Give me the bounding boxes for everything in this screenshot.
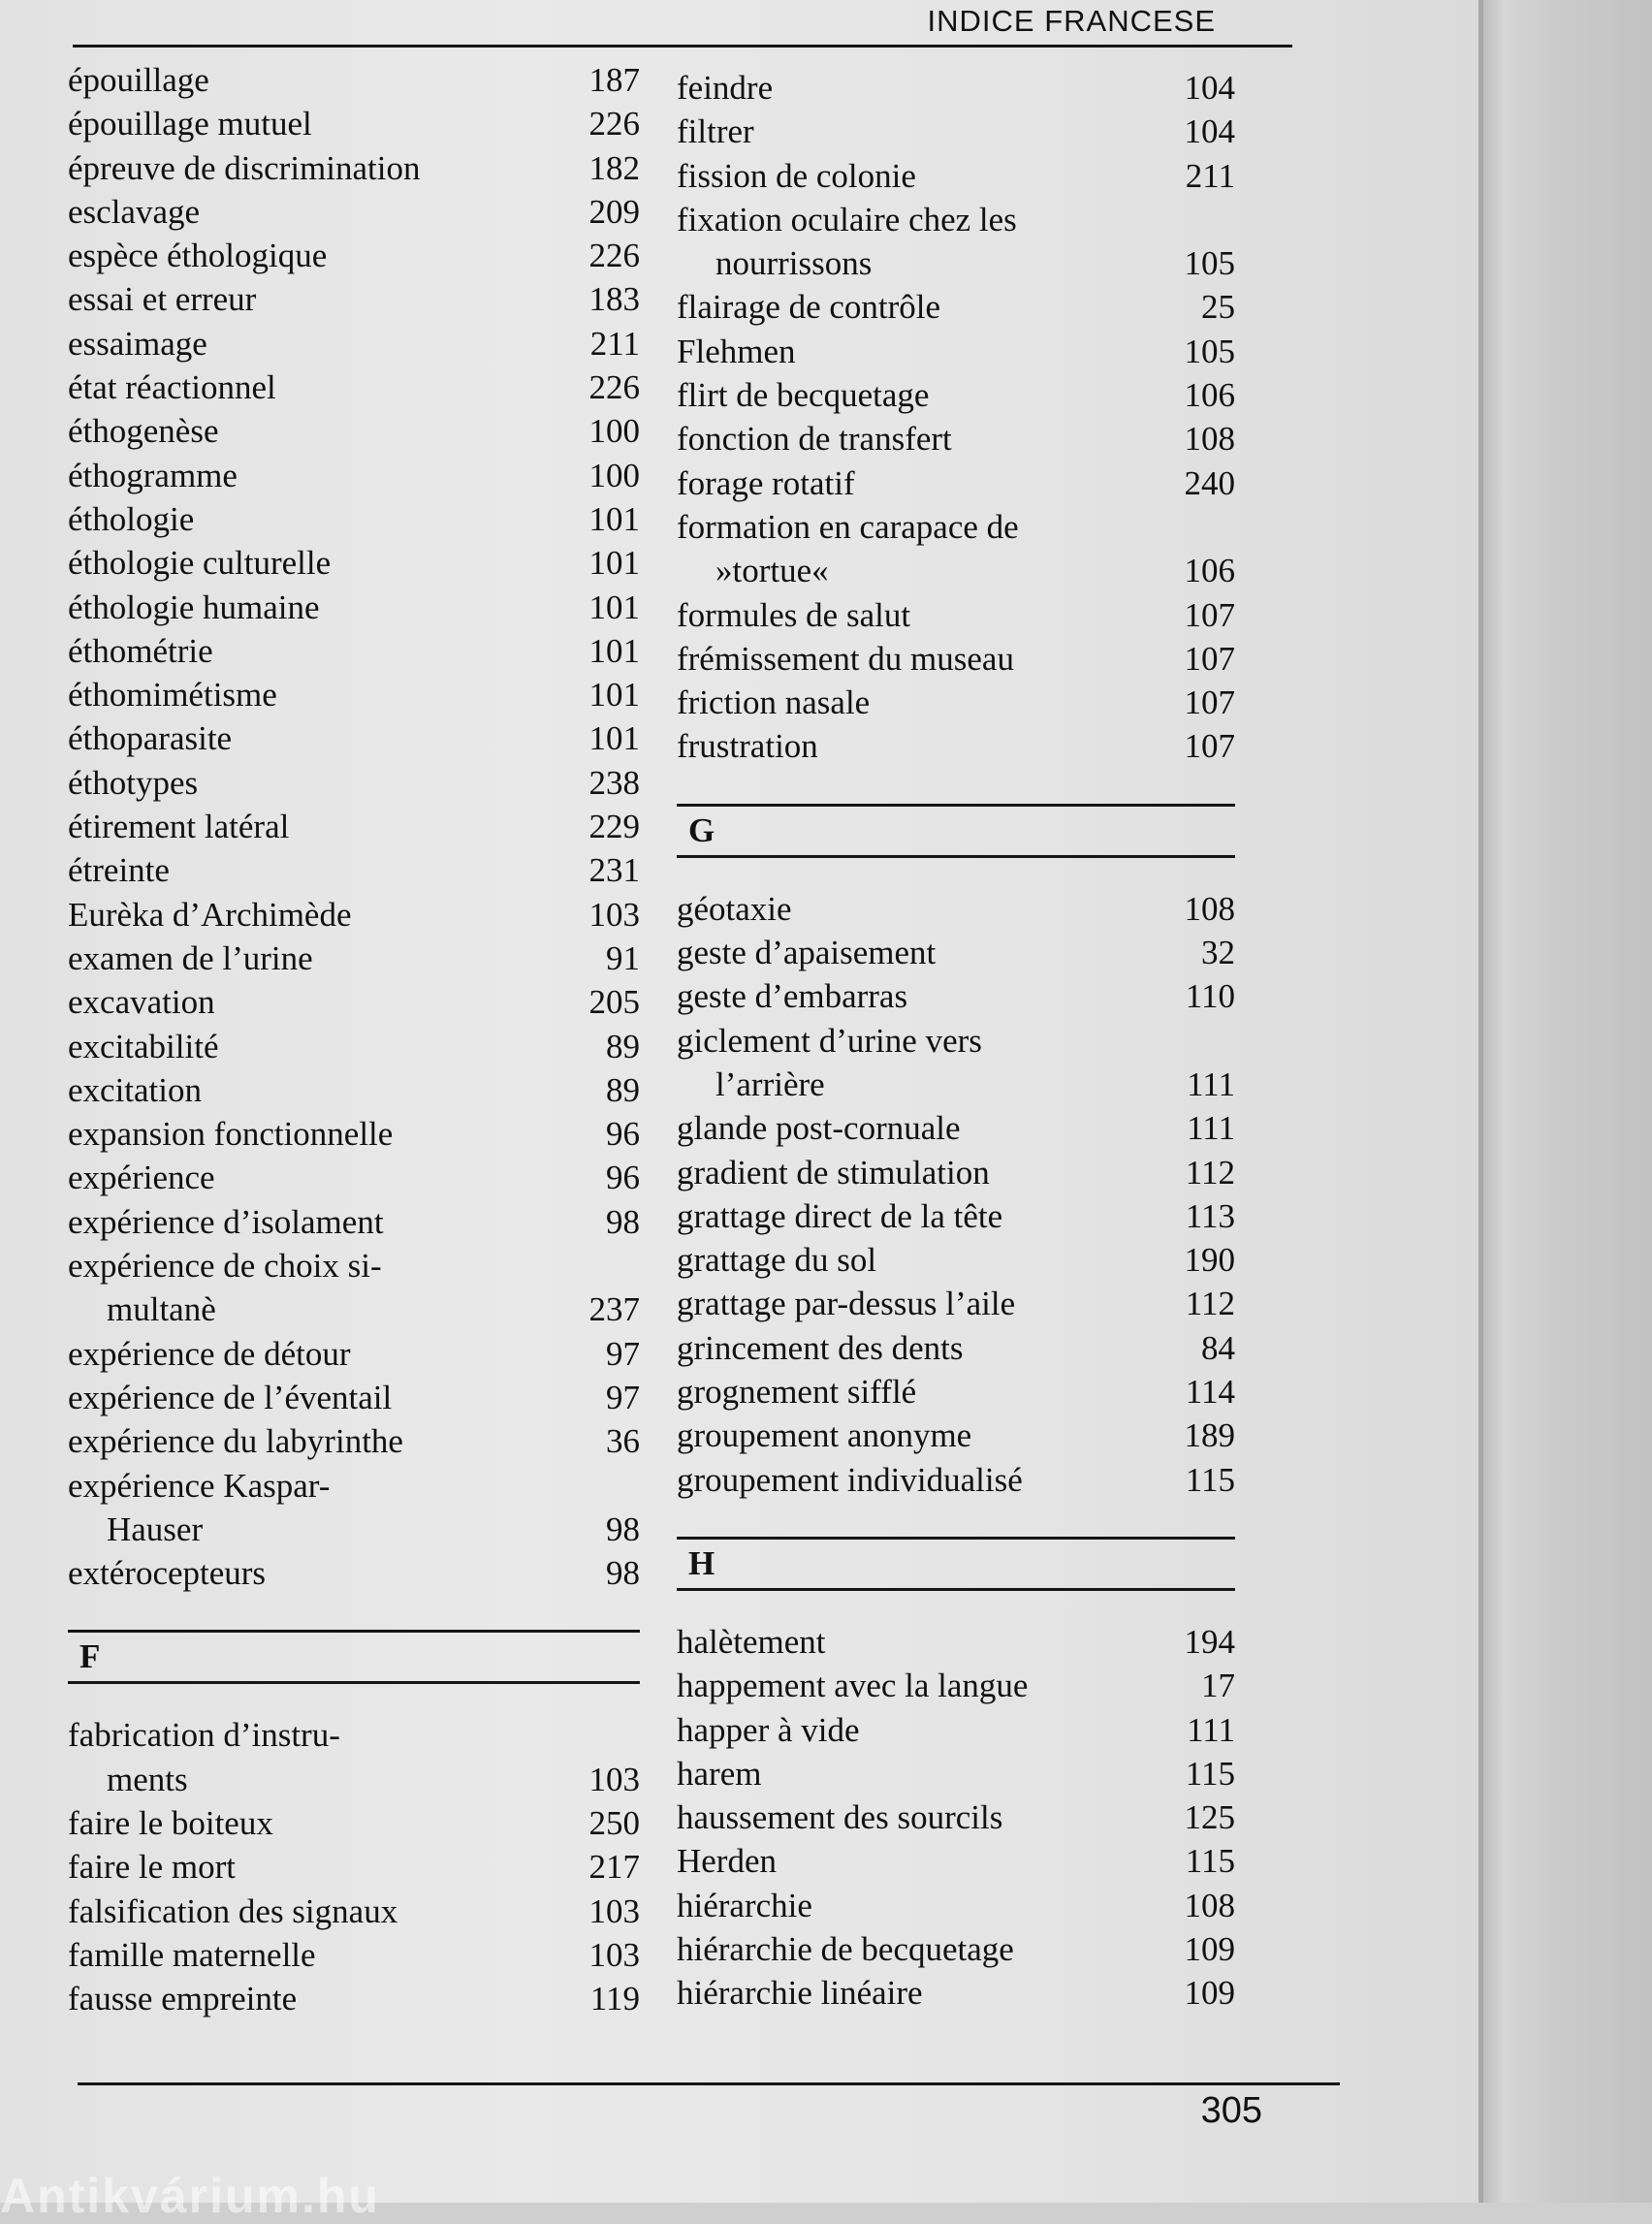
index-entry xyxy=(68,541,640,585)
entry-term: l’arrière xyxy=(715,1064,825,1103)
entry-term: éthologie humaine xyxy=(68,588,320,626)
entry-page: 91 xyxy=(606,938,640,977)
index-entry xyxy=(677,1839,1235,1883)
entry-term: multanè xyxy=(107,1290,216,1329)
index-entry xyxy=(677,1238,1235,1282)
entry-page: 103 xyxy=(588,1891,640,1930)
index-entry xyxy=(677,198,1235,241)
entry-term: haussement des sourcils xyxy=(677,1798,1003,1837)
entry-term: groupement anonyme xyxy=(677,1416,972,1455)
entry-page: 111 xyxy=(1187,1064,1235,1103)
section-f xyxy=(68,1630,640,1684)
entry-page: 109 xyxy=(1184,1929,1235,1968)
index-entry xyxy=(68,102,640,145)
section-g xyxy=(677,804,1235,858)
index-entry xyxy=(677,724,1235,768)
entry-page: 209 xyxy=(588,192,640,231)
entry-page: 106 xyxy=(1184,376,1235,415)
entry-page: 89 xyxy=(606,1027,640,1065)
entry-page: 231 xyxy=(588,851,640,890)
index-entry xyxy=(68,1933,640,1977)
entry-term: Flehmen xyxy=(677,332,796,370)
left-column xyxy=(68,58,640,2020)
entry-page: 238 xyxy=(588,763,640,802)
index-entry xyxy=(677,1752,1235,1795)
entry-term: Hauser xyxy=(107,1509,204,1548)
entry-term: hiérarchie de becquetage xyxy=(677,1929,1014,1968)
entry-term: essai et erreur xyxy=(68,280,257,319)
index-entry xyxy=(68,1464,640,1508)
index-entry xyxy=(677,154,1235,198)
entry-term: épouillage mutuel xyxy=(68,105,312,143)
index-entry xyxy=(68,1419,640,1463)
entry-term: éthologie xyxy=(68,499,195,538)
entry-page: 114 xyxy=(1185,1373,1235,1412)
index-entry xyxy=(68,190,640,234)
entry-page: 107 xyxy=(1184,595,1235,634)
entry-page: 108 xyxy=(1184,420,1235,459)
entry-term: expérience xyxy=(68,1159,215,1197)
entry-page: 96 xyxy=(606,1115,640,1154)
entry-term: famille maternelle xyxy=(68,1935,316,1974)
entry-term: gradient de stimulation xyxy=(677,1153,990,1191)
entry-page: 101 xyxy=(588,588,640,626)
entry-page: 194 xyxy=(1184,1622,1235,1661)
entry-term: groupement individualisé xyxy=(677,1460,1023,1499)
entry-page: 98 xyxy=(606,1202,640,1241)
entry-term: espèce éthologique xyxy=(68,237,328,275)
entry-page: 250 xyxy=(588,1803,640,1842)
entry-page: 84 xyxy=(1201,1328,1235,1367)
index-entry xyxy=(68,234,640,277)
entry-term: excitation xyxy=(68,1070,203,1109)
entry-term: expérience du labyrinthe xyxy=(68,1422,403,1461)
entry-term: essaimage xyxy=(68,324,207,363)
entry-page: 237 xyxy=(588,1290,640,1329)
entry-term: halètement xyxy=(677,1622,826,1661)
index-entry xyxy=(68,1200,640,1244)
entry-term: happer à vide xyxy=(677,1710,860,1749)
entry-term: excavation xyxy=(68,983,215,1022)
entry-page: 104 xyxy=(1184,69,1235,107)
entry-term: expérience d’isolament xyxy=(68,1202,384,1241)
entry-page: 115 xyxy=(1185,1754,1235,1793)
entry-page: 190 xyxy=(1184,1241,1235,1280)
index-entry xyxy=(68,980,640,1024)
index-entry xyxy=(68,497,640,541)
entry-term: flirt de becquetage xyxy=(677,376,930,415)
index-entry xyxy=(677,285,1235,329)
index-entry xyxy=(68,1977,640,2020)
index-entry xyxy=(677,1458,1235,1502)
entry-term: fixation oculaire chez les xyxy=(677,200,1017,238)
entry-term: éthométrie xyxy=(68,631,213,670)
section-letter: G xyxy=(688,810,715,849)
entry-term: flairage de contrôle xyxy=(677,288,941,327)
index-entry xyxy=(677,417,1235,461)
entry-page: 98 xyxy=(606,1509,640,1548)
index-entry xyxy=(68,1551,640,1595)
entry-page: 105 xyxy=(1184,332,1235,370)
entry-page: 226 xyxy=(588,368,640,407)
index-entry xyxy=(677,1795,1235,1839)
index-entry xyxy=(68,761,640,805)
entry-page: 110 xyxy=(1185,977,1235,1016)
entry-term: examen de l’urine xyxy=(68,938,313,977)
index-entry xyxy=(677,1019,1235,1063)
index-entry xyxy=(677,373,1235,417)
entry-page: 36 xyxy=(606,1422,640,1461)
entry-page: 101 xyxy=(588,676,640,715)
entry-page: 17 xyxy=(1201,1667,1235,1705)
entry-page: 211 xyxy=(1185,156,1235,195)
entry-page: 187 xyxy=(588,61,640,99)
index-entry xyxy=(68,454,640,497)
index-entry xyxy=(68,1713,640,1757)
entry-page: 115 xyxy=(1185,1842,1235,1881)
entry-page: 101 xyxy=(588,631,640,670)
entry-page: 101 xyxy=(588,719,640,758)
index-entry xyxy=(677,1063,1235,1106)
entry-page: 111 xyxy=(1187,1710,1235,1749)
entry-term: formules de salut xyxy=(677,595,911,634)
page-number: 305 xyxy=(1200,2090,1262,2131)
entry-term: fabrication d’instru- xyxy=(68,1716,340,1755)
entry-term: grattage du sol xyxy=(677,1241,877,1280)
index-entry xyxy=(677,549,1235,592)
index-entry xyxy=(68,805,640,848)
entry-term: faire le mort xyxy=(68,1848,236,1887)
entry-term: grincement des dents xyxy=(677,1328,964,1367)
entry-page: 111 xyxy=(1187,1109,1235,1148)
entry-page: 112 xyxy=(1185,1285,1235,1323)
index-entry xyxy=(68,1890,640,1933)
index-entry xyxy=(68,893,640,937)
entry-term: hiérarchie xyxy=(677,1886,812,1924)
entry-page: 89 xyxy=(606,1070,640,1109)
index-entry xyxy=(677,461,1235,505)
entry-term: nourrissons xyxy=(715,244,873,283)
right-column xyxy=(677,66,1235,2016)
index-entry xyxy=(677,1664,1235,1707)
index-entry xyxy=(677,505,1235,549)
index-entry xyxy=(68,586,640,629)
index-entry xyxy=(68,146,640,190)
entry-term: grognement sifflé xyxy=(677,1373,917,1412)
entry-page: 125 xyxy=(1184,1798,1235,1837)
entry-term: happement avec la langue xyxy=(677,1667,1029,1705)
entry-page: 101 xyxy=(588,499,640,538)
index-entry xyxy=(68,1376,640,1419)
header-rule xyxy=(73,45,1292,48)
index-entry xyxy=(68,1068,640,1112)
entry-term: épouillage xyxy=(68,61,209,99)
entry-page: 229 xyxy=(588,808,640,846)
entry-page: 101 xyxy=(588,544,640,583)
entry-term: frustration xyxy=(677,727,818,766)
page-stack xyxy=(1483,0,1652,2203)
entry-page: 107 xyxy=(1184,683,1235,722)
entry-term: éthogramme xyxy=(68,456,238,494)
entry-term: excitabilité xyxy=(68,1027,219,1065)
index-entry xyxy=(68,322,640,365)
entry-term: géotaxie xyxy=(677,889,792,928)
entry-term: éthogenèse xyxy=(68,412,219,451)
entry-page: 97 xyxy=(606,1378,640,1416)
entry-term: formation en carapace de xyxy=(677,507,1019,546)
entries-h xyxy=(677,1620,1235,2016)
entry-page: 103 xyxy=(588,1935,640,1974)
entry-term: expansion fonctionnelle xyxy=(68,1115,394,1154)
index-entry xyxy=(68,848,640,892)
index-entry xyxy=(677,1282,1235,1325)
entry-term: frémissement du museau xyxy=(677,639,1014,678)
index-entry xyxy=(677,931,1235,974)
entry-page: 97 xyxy=(606,1334,640,1373)
entry-term: forage rotatif xyxy=(677,463,855,502)
entry-page: 205 xyxy=(588,983,640,1022)
entry-page: 240 xyxy=(1184,463,1235,502)
index-entry xyxy=(677,637,1235,681)
entry-page: 182 xyxy=(588,148,640,187)
index-entry xyxy=(677,1927,1235,1971)
entry-term: éthotypes xyxy=(68,763,199,802)
entry-page: 103 xyxy=(588,1760,640,1798)
watermark: Antikvárium.hu xyxy=(0,2169,380,2223)
index-entry xyxy=(677,330,1235,373)
entry-term: ments xyxy=(107,1760,188,1798)
index-entry xyxy=(677,1708,1235,1752)
section-h xyxy=(677,1537,1235,1591)
index-entry xyxy=(677,681,1235,724)
index-entry xyxy=(677,241,1235,285)
entry-term: esclavage xyxy=(68,192,201,231)
index-entry xyxy=(68,1508,640,1551)
entry-term: grattage par-dessus l’aile xyxy=(677,1285,1016,1323)
entry-term: geste d’embarras xyxy=(677,977,908,1016)
entry-page: 107 xyxy=(1184,639,1235,678)
index-entry xyxy=(677,110,1235,153)
entry-term: friction nasale xyxy=(677,683,871,722)
entry-term: expérience de choix si- xyxy=(68,1247,382,1286)
entry-term: éthomimétisme xyxy=(68,676,277,715)
section-letter: H xyxy=(688,1543,715,1582)
entry-term: »tortue« xyxy=(715,552,829,590)
entry-page: 103 xyxy=(588,895,640,934)
entry-page: 96 xyxy=(606,1159,640,1197)
entry-term: feindre xyxy=(677,69,774,107)
index-entry xyxy=(68,1758,640,1801)
entry-page: 107 xyxy=(1184,727,1235,766)
entry-term: filtrer xyxy=(677,112,754,151)
section-letter: F xyxy=(79,1637,101,1676)
index-entry xyxy=(677,66,1235,110)
entry-page: 211 xyxy=(589,324,640,363)
entry-term: glande post-cornuale xyxy=(677,1109,961,1148)
index-entry xyxy=(68,1287,640,1331)
entries-f xyxy=(68,1713,640,2020)
entry-page: 119 xyxy=(589,1980,640,2018)
entry-term: Herden xyxy=(677,1842,778,1881)
index-entry xyxy=(677,974,1235,1018)
entry-page: 226 xyxy=(588,105,640,143)
entry-term: hiérarchie linéaire xyxy=(677,1974,923,2013)
entry-page: 32 xyxy=(1201,934,1235,972)
index-entry xyxy=(677,1971,1235,2015)
entry-term: fausse empreinte xyxy=(68,1980,298,2018)
entries-e xyxy=(68,58,640,1595)
entry-term: état réactionnel xyxy=(68,368,276,407)
entry-term: grattage direct de la tête xyxy=(677,1196,1003,1235)
index-entry xyxy=(68,58,640,102)
entry-page: 106 xyxy=(1184,552,1235,590)
entry-term: giclement d’urine vers xyxy=(677,1021,982,1060)
index-entry xyxy=(677,1194,1235,1238)
entry-page: 115 xyxy=(1185,1460,1235,1499)
entry-page: 104 xyxy=(1184,112,1235,151)
entry-page: 112 xyxy=(1185,1153,1235,1191)
footer-rule xyxy=(78,2082,1340,2085)
entry-page: 98 xyxy=(606,1554,640,1593)
index-entry xyxy=(68,937,640,980)
index-entry xyxy=(68,1801,640,1845)
entry-term: harem xyxy=(677,1754,762,1793)
entry-term: extérocepteurs xyxy=(68,1554,267,1593)
index-entry xyxy=(677,1151,1235,1194)
entry-page: 183 xyxy=(588,280,640,319)
entry-term: éthologie culturelle xyxy=(68,544,332,583)
index-entry xyxy=(68,409,640,453)
entry-page: 217 xyxy=(588,1848,640,1887)
index-entry xyxy=(68,277,640,321)
index-entry xyxy=(68,1845,640,1889)
entry-term: fonction de transfert xyxy=(677,420,952,459)
entry-term: étirement latéral xyxy=(68,808,290,846)
entry-page: 189 xyxy=(1184,1416,1235,1455)
index-entry xyxy=(68,1112,640,1156)
index-entry xyxy=(68,629,640,673)
entry-term: épreuve de discrimination xyxy=(68,148,421,187)
entry-term: éthoparasite xyxy=(68,719,233,758)
entry-term: Eurèka d’Archimède xyxy=(68,895,352,934)
entry-page: 109 xyxy=(1184,1974,1235,2013)
index-entry xyxy=(677,887,1235,931)
entry-term: expérience de détour xyxy=(68,1334,351,1373)
index-entry xyxy=(68,1244,640,1287)
index-entry xyxy=(677,1326,1235,1370)
entry-page: 108 xyxy=(1184,1886,1235,1924)
index-entry xyxy=(68,673,640,716)
entry-term: étreinte xyxy=(68,851,170,890)
entry-term: fission de colonie xyxy=(677,156,916,195)
entries-f2 xyxy=(677,66,1235,769)
index-entry xyxy=(68,1332,640,1376)
index-entry xyxy=(677,1370,1235,1414)
entry-page: 108 xyxy=(1184,889,1235,928)
entry-page: 100 xyxy=(588,412,640,451)
entry-term: expérience de l’éventail xyxy=(68,1378,393,1416)
entry-page: 100 xyxy=(588,456,640,494)
index-entry xyxy=(68,1025,640,1068)
entry-page: 113 xyxy=(1185,1196,1235,1235)
entry-page: 226 xyxy=(588,237,640,275)
index-entry xyxy=(68,1156,640,1199)
entry-term: geste d’apaisement xyxy=(677,934,937,972)
entry-term: faire le boiteux xyxy=(68,1803,273,1842)
index-entry xyxy=(677,593,1235,637)
entry-page: 25 xyxy=(1201,288,1235,327)
entry-term: falsification des signaux xyxy=(68,1891,398,1930)
index-entry xyxy=(68,365,640,409)
entries-g xyxy=(677,887,1235,1502)
index-entry xyxy=(677,1414,1235,1457)
index-entry xyxy=(68,716,640,760)
index-entry xyxy=(677,1884,1235,1927)
entry-term: expérience Kaspar- xyxy=(68,1466,331,1505)
index-entry xyxy=(677,1620,1235,1664)
index-entry xyxy=(677,1106,1235,1150)
running-title: INDICE FRANCESE xyxy=(927,4,1216,38)
entry-page: 105 xyxy=(1184,244,1235,283)
